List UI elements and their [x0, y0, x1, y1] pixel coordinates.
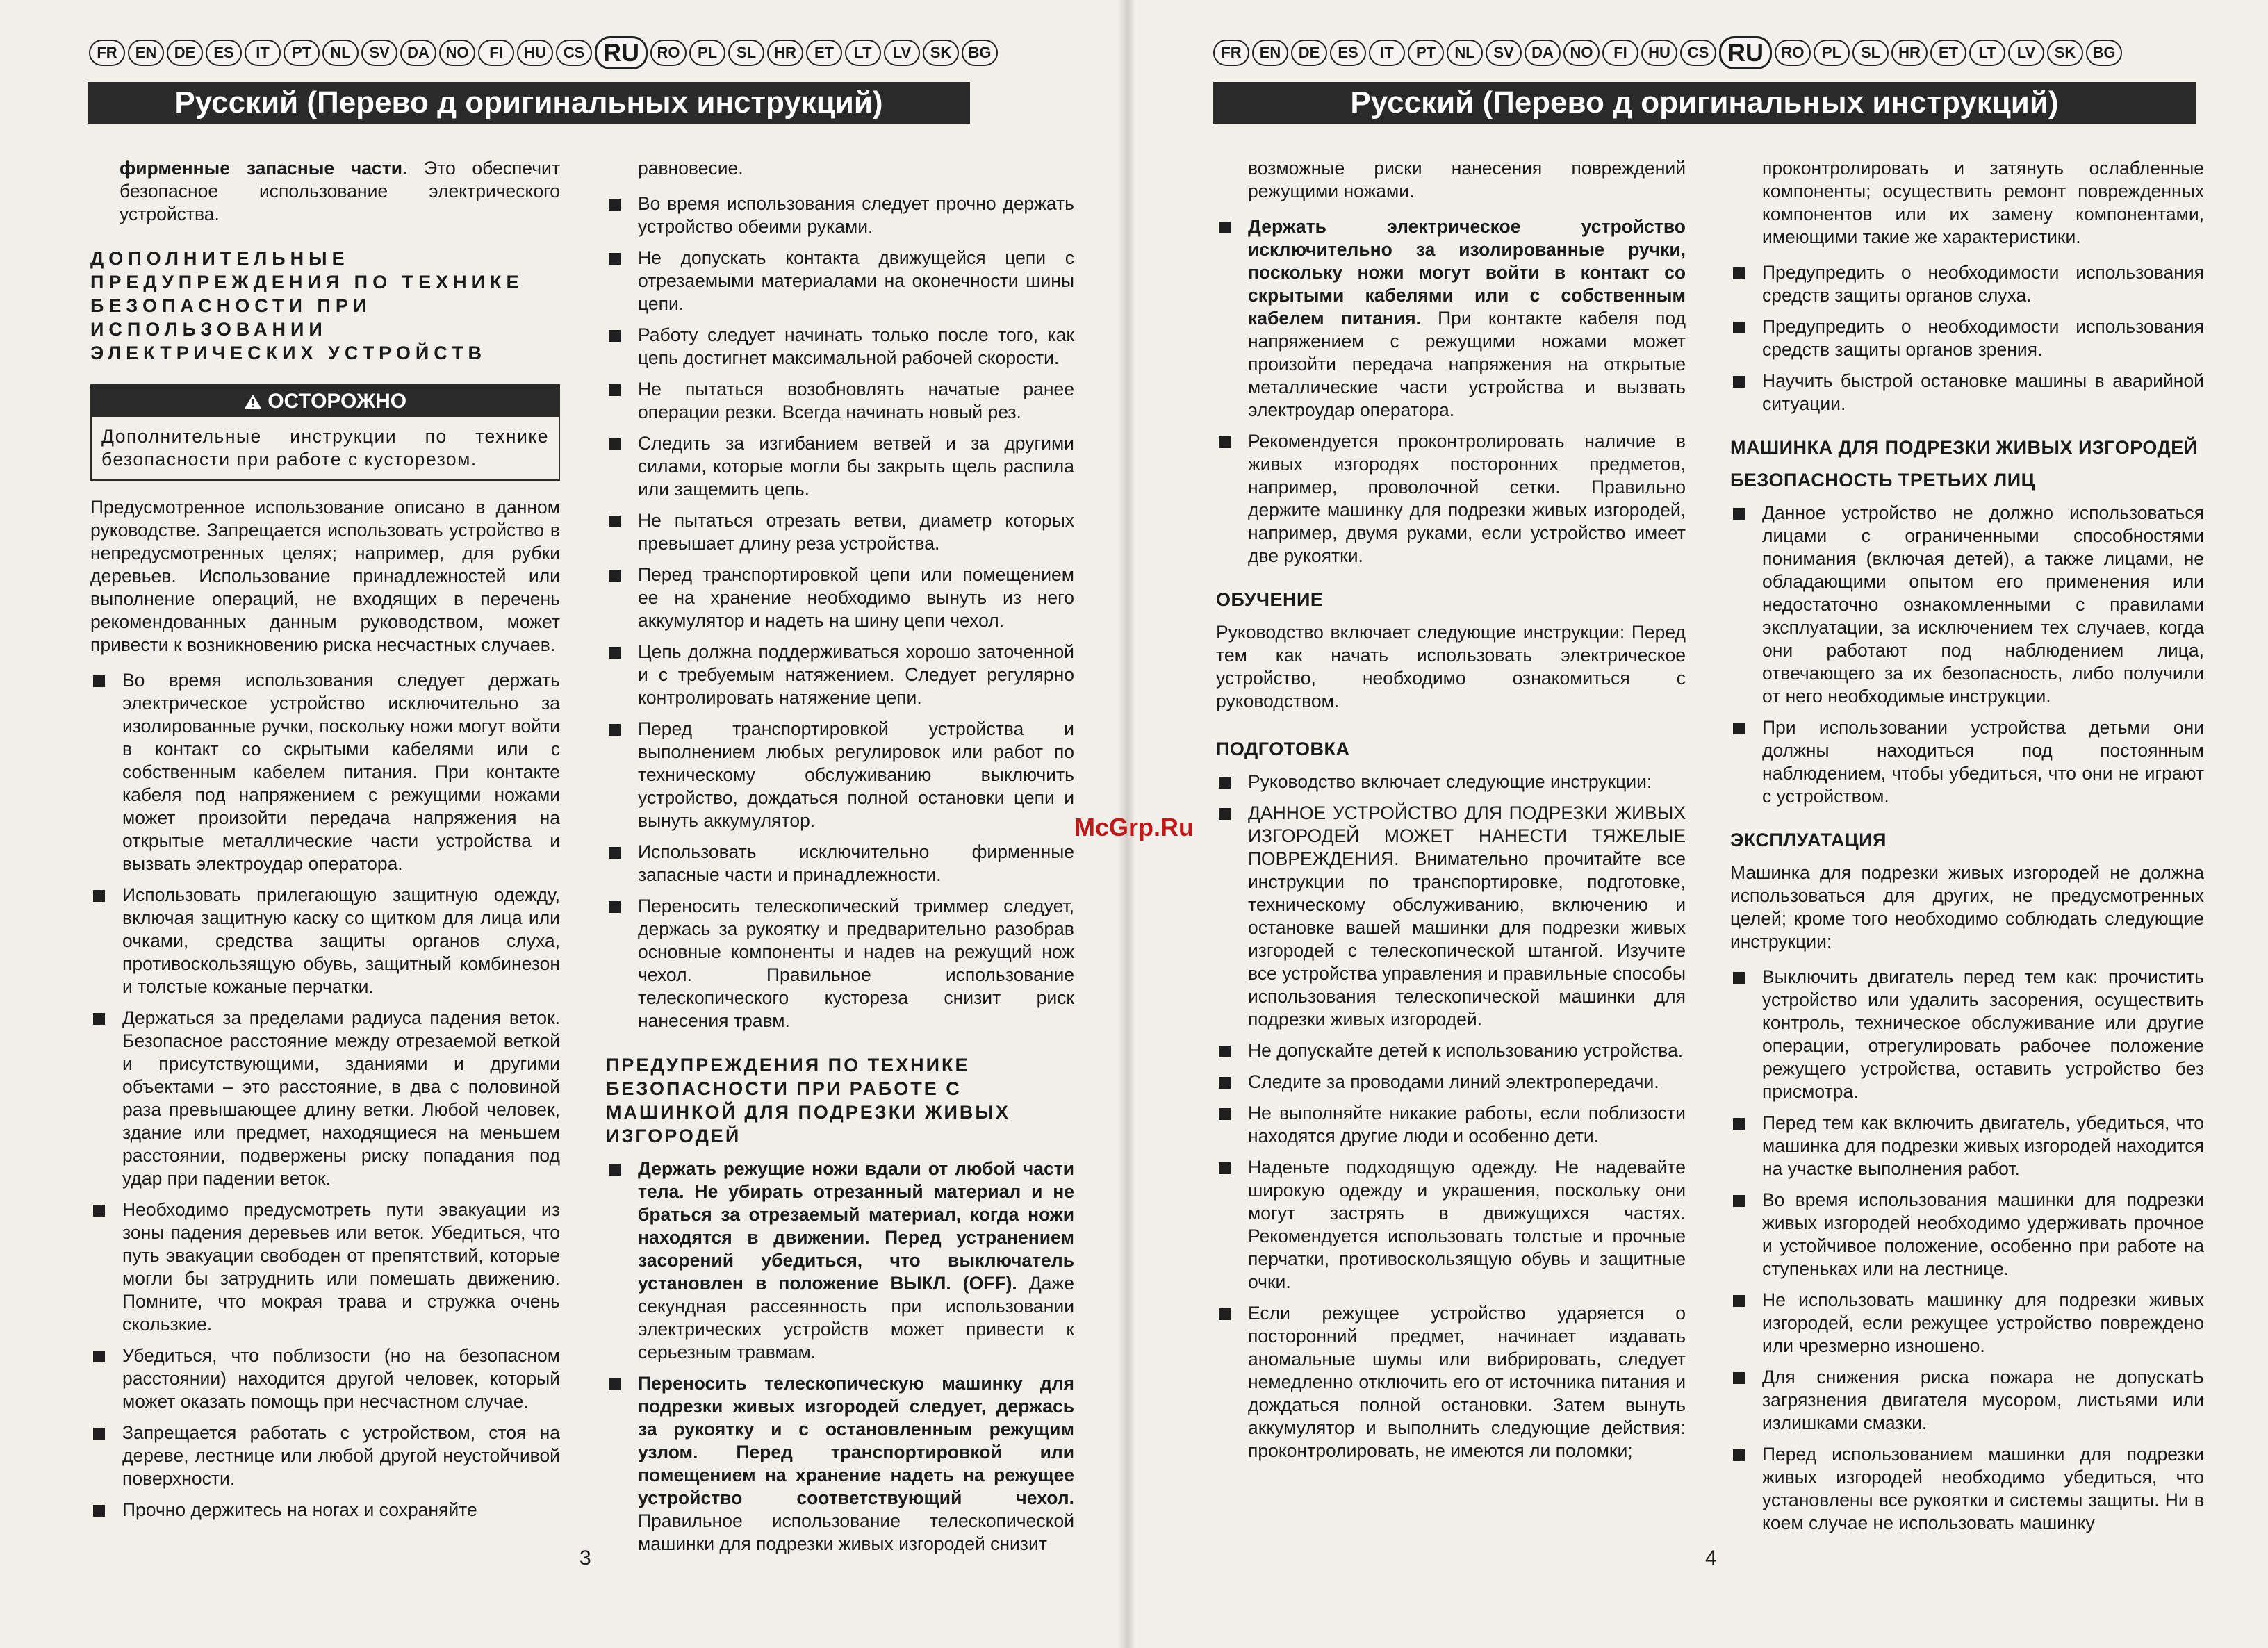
language-badge-es: ES: [206, 40, 242, 66]
section-heading: ОБУЧЕНИЕ: [1216, 589, 1324, 610]
list-item: Наденьте подходящую одежду. Не надевайте широкую одежду и украшения, поскольку они могут застрять в движущихся частях. Рекомендуется использовать толстые и прочные перчатки, противоскользящую обувь и защитные очки.: [1216, 1156, 1686, 1294]
section-heading: ПОДГОТОВКА: [1216, 739, 1350, 759]
language-badge-hu: HU: [1641, 40, 1677, 66]
language-badge-sl: SL: [1852, 40, 1889, 66]
section-heading: МАШИНКА ДЛЯ ПОДРЕЗКИ ЖИВЫХ ИЗГОРОДЕЙ: [1730, 437, 2198, 458]
list-item: Использовать прилегающую защитную одежду, включая защитную каску со щитком для лица или очками, средства защиты органов слуха, противоскользящую обувь, защитный комбинезон и толстые кожаные перчатки.: [90, 884, 560, 998]
list-item: Переносить телескопический триммер следует, держась за рукоятку и предварительно разобрав основные компоненты и надев на режущий нож чехол. Правильное использование телескопического кустореза снизит риск нанесения травм.: [606, 895, 1074, 1032]
language-badge-nl: NL: [1447, 40, 1483, 66]
list-item: Данное устройство не должно использоваться лицами с ограниченными способностями понимания (включая детей), а также лицами, не обладающими опытом его применения или недостаточно ознакомленными с правилами эксплуатации, за исключением тех случаев, когда они работают под наблюдением лица, отвечающего за их безопасность, либо получили от него необходимые инструкции.: [1730, 502, 2204, 708]
paragraph: проконтролировать и затянуть ослабленные компоненты; осуществить ремонт поврежденных компонентов или их замену компонентами, имеющими такие же характеристики.: [1762, 158, 2204, 247]
list-item: Если режущее устройство ударяется о посторонний предмет, начинает издавать аномальные шумы или вибрировать, следует немедленно отключить его от источника питания и дождаться полной остановки. Затем вынуть аккумулятор и выполнить следующие действия: проконтролировать, не имеются ли поломки;: [1216, 1302, 1686, 1462]
list-item: Во время использования следует прочно держать устройство обеими руками.: [606, 192, 1074, 238]
right-column-1: [1216, 157, 1686, 1475]
paragraph: возможные риски нанесения повреждений режущими ножами.: [1248, 158, 1686, 201]
language-badge-pt: PT: [1408, 40, 1444, 66]
language-badge-et: ET: [806, 40, 842, 66]
list-item: Прочно держитесь на ногах и сохраняйте: [90, 1499, 560, 1522]
list-item: Перед транспортировкой устройства и выполнением любых регулировок или работ по техническому обслуживанию выключить устройство, дождаться полной остановки цепи и вынуть аккумулятор.: [606, 718, 1074, 832]
list-item: Запрещается работать с устройством, стоя на дереве, лестнице или любой другой неустойчивой поверхности.: [90, 1422, 560, 1490]
language-badge-hu: HU: [517, 40, 553, 66]
language-badge-lt: LT: [845, 40, 881, 66]
bullet-list: [1730, 502, 2204, 808]
paragraph: равновесие.: [638, 158, 743, 179]
list-item: Переносить телескопическую машинку для подрезки живых изгородей следует, держась за рукоятку и с остановленным режущим узлом. Перед транспортировкой или помещением на хранение надеть на режущее устройство соответствующий чехол. Правильное использование телескопической машинки для подрезки живых изгородей снизит: [606, 1372, 1074, 1556]
list-item: Держаться за пределами радиуса падения веток. Безопасное расстояние между отрезаемой веткой и присутствующими, зданиями и другими объектами – это расстояние, в два с половиной раза превышающее длину ветки. Любой человек, здание или предмет, находящиеся на меньшем расстоянии, подвержены риску попадания под удар при падении веток.: [90, 1007, 560, 1190]
language-badge-ro: RO: [1775, 40, 1811, 66]
page-number-right: 4: [1705, 1547, 1717, 1569]
list-item: Рекомендуется проконтролировать наличие в живых изгородях посторонних предметов, например, проволочной сетки. Правильно держите машинку для подрезки живых изгородей, например, двумя руками, если устройство имеет две рукоятки.: [1216, 430, 1686, 568]
warning-triangle-icon: [244, 390, 268, 413]
paragraph: Руководство включает следующие инструкции: Перед тем как начать использовать электрическое устройство, необходимо ознакомиться с руководством.: [1216, 622, 1686, 711]
language-badge-fr: FR: [89, 40, 125, 66]
header-banner-left: [88, 82, 970, 124]
language-badge-et: ET: [1930, 40, 1966, 66]
paragraph: Машинка для подрезки живых изгородей не должна использоваться для других, не предусмотренных целей; кроме того необходимо соблюдать следующие инструкции:: [1730, 862, 2204, 952]
language-badge-en: EN: [128, 40, 164, 66]
section-heading: ПРЕДУПРЕЖДЕНИЯ ПО ТЕХНИКЕ БЕЗОПАСНОСТИ ПРИ РАБОТЕ С МАШИНКОЙ ДЛЯ ПОДРЕЗКИ ЖИВЫХ ИЗГОРОДЕЙ: [606, 1055, 1010, 1146]
language-badge-nl: NL: [322, 40, 359, 66]
language-badge-de: DE: [1291, 40, 1327, 66]
language-badge-fi: FI: [478, 40, 514, 66]
language-badge-da: DA: [400, 40, 436, 66]
section-subheading: БЕЗОПАСНОСТЬ ТРЕТЬИХ ЛИЦ: [1730, 470, 2035, 491]
paragraph: Предусмотренное использование описано в данном руководстве. Запрещается использовать устройство в непредусмотренных целях; например, для рубки деревьев. Использование принадлежностей или выполнение операций, не входящих в перечень рекомендованных данным руководством, может привести к возникновению риска несчастных случаев.: [90, 497, 560, 655]
list-item: Перед транспортировкой цепи или помещением ее на хранение необходимо вынуть из него аккумулятор и надеть на шину цепи чехол.: [606, 563, 1074, 632]
left-column-1: [90, 157, 560, 1534]
warning-box: [90, 384, 560, 481]
language-badge-ru: RU: [1719, 36, 1772, 69]
paragraph: фирменные запасные части. Это обеспечит безопасное использование электрического устройства.: [120, 158, 560, 224]
language-badge-lt: LT: [1969, 40, 2005, 66]
language-badge-no: NO: [439, 40, 475, 66]
bullet-list: [1216, 771, 1686, 1462]
list-item: Не пытаться возобновлять начатые ранее операции резки. Всегда начинать новый рез.: [606, 378, 1074, 424]
header-banner-right: [1213, 82, 2196, 124]
list-item: Цепь должна поддерживаться хорошо заточенной и с требуемым натяжением. Следует регулярно контролировать натяжение цепи.: [606, 641, 1074, 709]
list-item: Убедиться, что поблизости (но на безопасном расстоянии) находится другой человек, который может оказать помощь при несчастном случае.: [90, 1344, 560, 1413]
list-item: Работу следует начинать только после того, как цепь достигнет максимальной рабочей скорости.: [606, 324, 1074, 370]
language-badge-cs: CS: [556, 40, 592, 66]
list-item: Держать режущие ножи вдали от любой части тела. Не убирать отрезанный материал и не браться за отрезаемый материал, когда ножи находятся в движении. Перед устранением засорений убедиться, что выключатель установлен в положение ВЫКЛ. (OFF). Даже секундная рассеянность при использовании электрических устройств может привести к серьезным травмам.: [606, 1157, 1074, 1364]
list-item: Во время использования машинки для подрезки живых изгородей необходимо удерживать прочное и устойчивое положение, особенно при работе на ступеньках или на лестнице.: [1730, 1189, 2204, 1280]
language-badge-fi: FI: [1602, 40, 1638, 66]
list-item: Не выполняйте никакие работы, если поблизости находятся другие люди и особенно дети.: [1216, 1102, 1686, 1148]
list-item: Научить быстрой остановке машины в аварийной ситуации.: [1730, 370, 2204, 415]
bullet-list: [606, 192, 1074, 1032]
language-badge-pt: PT: [284, 40, 320, 66]
language-badge-en: EN: [1252, 40, 1288, 66]
right-column-2: [1730, 157, 2204, 1547]
language-badge-ro: RO: [650, 40, 687, 66]
language-badge-lv: LV: [2008, 40, 2044, 66]
language-badge-sk: SK: [2047, 40, 2083, 66]
language-badge-it: IT: [245, 40, 281, 66]
list-item: При использовании устройства детьми они должны находиться под постоянным наблюдением, чтобы убедиться, что они не играют с устройством.: [1730, 716, 2204, 808]
bullet-list: [1216, 215, 1686, 568]
language-badge-pl: PL: [689, 40, 725, 66]
language-badge-sv: SV: [1486, 40, 1522, 66]
language-badge-pl: PL: [1814, 40, 1850, 66]
language-badge-cs: CS: [1680, 40, 1716, 66]
language-badge-hr: HR: [767, 40, 803, 66]
warning-title: ОСТОРОЖНО: [92, 386, 559, 417]
list-item: ДАННОЕ УСТРОЙСТВО ДЛЯ ПОДРЕЗКИ ЖИВЫХ ИЗГОРОДЕЙ МОЖЕТ НАНЕСТИ ТЯЖЕЛЫЕ ПОВРЕЖДЕНИЯ. Внимательно прочитайте все инструкции по транспортировке, подготовке, техническому обслуживанию, включению и остановке вашей машинки для подрезки живых изгородей с телескопической штангой. Изучите все устройства управления и правильные способы использования телескопической машинки для подрезки живых изгородей.: [1216, 802, 1686, 1031]
list-item: Во время использования следует держать электрическое устройство исключительно за изолированные ручки, поскольку ножи могут войти в контакт со скрытыми кабелями или с собственным кабелем питания. При контакте кабеля под напряжением с режущими ножами может произойти передача напряжения на открытые металлические части устройства и вызвать электроудар оператора.: [90, 669, 560, 875]
language-badge-sv: SV: [361, 40, 397, 66]
language-badge-sk: SK: [923, 40, 959, 66]
list-item: Не пытаться отрезать ветви, диаметр которых превышает длину реза устройства.: [606, 509, 1074, 555]
language-badge-bg: BG: [962, 40, 998, 66]
list-item: Перед тем как включить двигатель, убедиться, что машинка для подрезки живых изгородей находится на участке выполнения работ.: [1730, 1112, 2204, 1180]
list-item: Следите за проводами линий электропередачи.: [1216, 1071, 1686, 1094]
page-number-left: 3: [580, 1547, 591, 1569]
list-item: Необходимо предусмотреть пути эвакуации из зоны падения деревьев или веток. Убедиться, что путь эвакуации свободен от препятствий, которые могли бы затруднить или помешать движению. Помните, что мокрая трава и стружка очень скользкие.: [90, 1198, 560, 1336]
language-badge-es: ES: [1330, 40, 1366, 66]
bullet-list: [90, 669, 560, 1522]
list-item: Использовать исключительно фирменные запасные части и принадлежности.: [606, 841, 1074, 887]
list-item: Держать электрическое устройство исключительно за изолированные ручки, поскольку ножи могут войти в контакт со скрытыми кабелями или с собственным кабелем питания. При контакте кабеля под напряжением с режущими ножами может произойти передача напряжения на открытые металлические части устройства и вызвать электроудар оператора.: [1216, 215, 1686, 422]
header-title: Русский (Перево д оригинальных инструкций): [174, 85, 883, 120]
language-bar-right: [1213, 38, 2122, 68]
bullet-list: [1730, 261, 2204, 415]
list-item: Предупредить о необходимости использования средств защиты органов зрения.: [1730, 315, 2204, 361]
left-column-2: [606, 157, 1074, 1568]
language-badge-hr: HR: [1891, 40, 1928, 66]
language-badge-it: IT: [1369, 40, 1405, 66]
list-item: Руководство включает следующие инструкции:: [1216, 771, 1686, 793]
language-badge-da: DA: [1525, 40, 1561, 66]
list-item: Не использовать машинку для подрезки живых изгородей, если режущее устройство повреждено или чрезмерно изношено.: [1730, 1289, 2204, 1358]
list-item: Не допускайте детей к использованию устройства.: [1216, 1039, 1686, 1062]
language-badge-no: NO: [1563, 40, 1600, 66]
language-badge-fr: FR: [1213, 40, 1249, 66]
language-badge-bg: BG: [2086, 40, 2122, 66]
list-item: Не допускать контакта движущейся цепи с отрезаемыми материалами на оконечности шины цепи.: [606, 247, 1074, 315]
language-badge-de: DE: [167, 40, 203, 66]
watermark: McGrp.Ru: [1074, 813, 1194, 841]
section-heading: ЭКСПЛУАТАЦИЯ: [1730, 830, 1887, 850]
bullet-list: [1730, 966, 2204, 1535]
header-title: Русский (Перево д оригинальных инструкций): [1350, 85, 2059, 120]
list-item: Предупредить о необходимости использования средств защиты органов слуха.: [1730, 261, 2204, 307]
section-heading: ДОПОЛНИТЕЛЬНЫЕ ПРЕДУПРЕЖДЕНИЯ ПО ТЕХНИКЕ БЕЗОПАСНОСТИ ПРИ ИСПОЛЬЗОВАНИИ ЭЛЕКТРИЧЕСКИХ УСТРОЙСТВ: [90, 248, 524, 363]
list-item: Следить за изгибанием ветвей и за другими силами, которые могли бы закрыть щель распила или защемить цепь.: [606, 432, 1074, 501]
list-item: Выключить двигатель перед тем как: прочистить устройство или удалить засорения, осуществить контроль, техническое обслуживание или другие операции, отрегулировать рабочее положение режущего устройства, оставить устройство без присмотра.: [1730, 966, 2204, 1103]
language-badge-lv: LV: [884, 40, 920, 66]
list-item: Перед использованием машинки для подрезки живых изгородей необходимо убедиться, что установлены все рукоятки и системы защиты. Ни в коем случае не использовать машинку: [1730, 1443, 2204, 1535]
list-item: Для снижения риска пожара не допускатЬ загрязнения двигателя мусором, листьями или излишками смазки.: [1730, 1366, 2204, 1435]
language-badge-sl: SL: [728, 40, 764, 66]
bullet-list: [606, 1157, 1074, 1556]
language-badge-ru: RU: [595, 36, 648, 69]
language-bar-left: [89, 38, 998, 68]
warning-text: Дополнительные инструкции по технике безопасности при работе с кусторезом.: [101, 426, 549, 470]
